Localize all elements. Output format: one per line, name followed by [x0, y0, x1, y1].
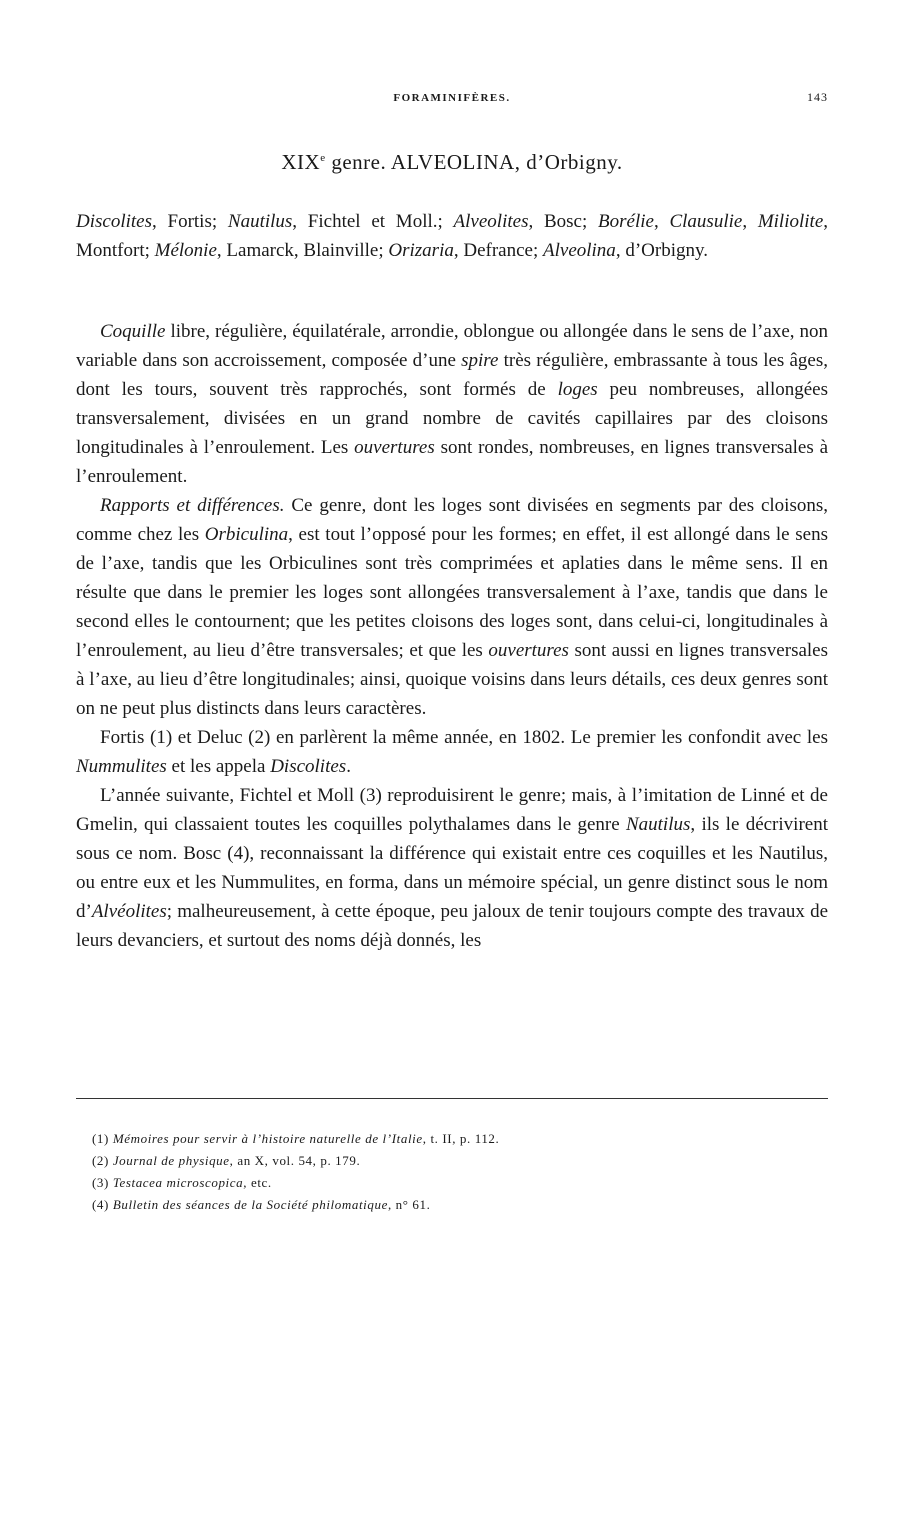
term-italic: Nautilus: [625, 814, 691, 835]
running-head: [76, 90, 828, 110]
footnotes: [92, 1128, 812, 1216]
synonym-authority: ,: [742, 211, 758, 232]
footnote-title: Mémoires pour servir à l’histoire naturelle de l’Italie: [112, 1131, 423, 1146]
paragraph-history-1: [76, 723, 828, 781]
synonym-name: Orizaria: [388, 240, 454, 261]
paragraph-history-2: [76, 781, 828, 955]
term-italic: Coquille: [100, 321, 166, 342]
synonym-authority: , Montfort;: [76, 211, 829, 261]
synonym-name: Alveolites: [453, 211, 529, 232]
term-italic: Orbiculina: [204, 524, 289, 545]
text-run: .: [346, 756, 351, 777]
footnote-item: [92, 1194, 812, 1216]
synonym-authority: , d’Orbigny.: [615, 240, 708, 261]
genre-ordinal-suffix: e: [320, 152, 326, 164]
text-run: très régulière, embrassante à tous les âges, dont les tours, souvent très rapprochés, sont formés de: [76, 350, 828, 400]
footnote-item: [92, 1150, 812, 1172]
paragraph-description: [76, 317, 828, 491]
text-run: , est tout l’opposé pour les formes; en effet, il est allongé dans le sens de l’axe, tandis que les Orbiculines sont très comprimées et aplaties dans le même sens. Il en résulte que dans le premier les loges sont allongées transversalement à l’axe, tandis que dans le second elles le contournent; que les petites cloisons des loges sont, dans celui-ci, longitudinales à l’enroulement, au lieu d’être transversales; et que les: [76, 524, 828, 661]
synonym-authority: , Bosc;: [528, 211, 599, 232]
synonym-name: Discolites: [76, 211, 152, 232]
text-run: , ils le décrivirent sous ce nom. Bosc (4), reconnaissant la différence qui existait entre ces coquilles et les Nautilus, ou entre eux et les Nummulites, en forma, dans un mémoire spécial, un genre distinct sous le nom d’: [76, 814, 828, 922]
synonymy-list: [76, 207, 828, 265]
footnote-title: Testacea microscopica: [112, 1175, 244, 1190]
term-italic: ouvertures: [354, 437, 435, 458]
term-italic: ouvertures: [488, 640, 569, 661]
genre-ordinal: XIX: [281, 150, 321, 174]
synonym-name: Nautilus: [227, 211, 293, 232]
paragraph-rapports: [76, 491, 828, 723]
term-italic: loges: [557, 379, 598, 400]
synonym-name: Mélonie: [154, 240, 217, 261]
text-run: peu nombreuses, allongées transversalement, divisées en un grand nombre de cavités capillaires par des cloisons longitudinales à l’enroulement. Les: [76, 379, 829, 458]
footnote-title: Bulletin des séances de la Société philomatique: [112, 1197, 388, 1212]
footnote-title: Journal de physique: [112, 1153, 230, 1168]
body-text: [76, 317, 828, 955]
synonym-authority: , Fichtel et Moll.;: [292, 211, 454, 232]
synonym-authority: ,: [653, 211, 670, 232]
text-run: libre, régulière, équilatérale, arrondie, oblongue ou allongée dans le sens de l’axe, non variable dans son accroissement, composée d’une: [76, 321, 828, 371]
running-title: FORAMINIFÈRES.: [393, 92, 511, 104]
footnote-number: (1): [92, 1131, 113, 1146]
synonym-authority: , Lamarck, Blainville;: [216, 240, 389, 261]
section-lead-italic: Rapports et différences.: [100, 495, 285, 516]
text-run: Fortis (1) et Deluc (2) en parlèrent la même année, en 1802. Le premier les confondit avec les: [100, 727, 828, 748]
footnote-reference: , etc.: [243, 1175, 272, 1190]
term-italic: Alvéolites: [91, 901, 167, 922]
footnote-reference: , an X, vol. 54, p. 179.: [229, 1153, 361, 1168]
text-run: Ce genre, dont les loges sont divisées en segments par des cloisons, comme chez les: [76, 495, 829, 545]
footnote-reference: , n° 61.: [387, 1197, 431, 1212]
text-run: ; malheureusement, à cette époque, peu jaloux de tenir toujours compte des travaux de leurs devanciers, et surtout des noms déjà donnés, les: [76, 901, 828, 951]
footnote-divider: [76, 1098, 828, 1099]
footnote-number: (3): [92, 1175, 113, 1190]
text-run: L’année suivante, Fichtel et Moll (3) reproduisirent le genre; mais, à l’imitation de Linné et de Gmelin, qui classaient toutes les coquilles polythalames dans le genre: [76, 785, 828, 835]
text-run: sont rondes, nombreuses, en lignes transversales à l’enroulement.: [76, 437, 829, 487]
footnote-item: [92, 1128, 812, 1150]
genre-title: genre. ALVEOLINA, d’Orbigny.: [325, 150, 623, 174]
synonym-authority: , Defrance;: [453, 240, 543, 261]
term-italic: Discolites: [270, 756, 347, 777]
footnote-reference: , t. II, p. 112.: [422, 1131, 500, 1146]
footnote-number: (4): [92, 1197, 113, 1212]
page-number: 143: [807, 90, 828, 104]
synonym-name: Miliolite: [757, 211, 824, 232]
footnote-item: [92, 1172, 812, 1194]
text-run: et les appela: [166, 756, 271, 777]
term-italic: spire: [461, 350, 499, 371]
footnote-number: (2): [92, 1153, 113, 1168]
term-italic: Nummulites: [76, 756, 167, 777]
genre-heading: [76, 150, 828, 175]
synonym-name: Clausulie: [669, 211, 743, 232]
synonym-name: Borélie: [598, 211, 654, 232]
synonym-name: Alveolina: [543, 240, 616, 261]
synonym-authority: , Fortis;: [152, 211, 228, 232]
text-run: sont aussi en lignes transversales à l’axe, au lieu d’être longitudinales; ainsi, quoique voisins dans leurs détails, ces deux genres sont on ne peut plus distincts dans leurs caractères.: [76, 640, 828, 719]
